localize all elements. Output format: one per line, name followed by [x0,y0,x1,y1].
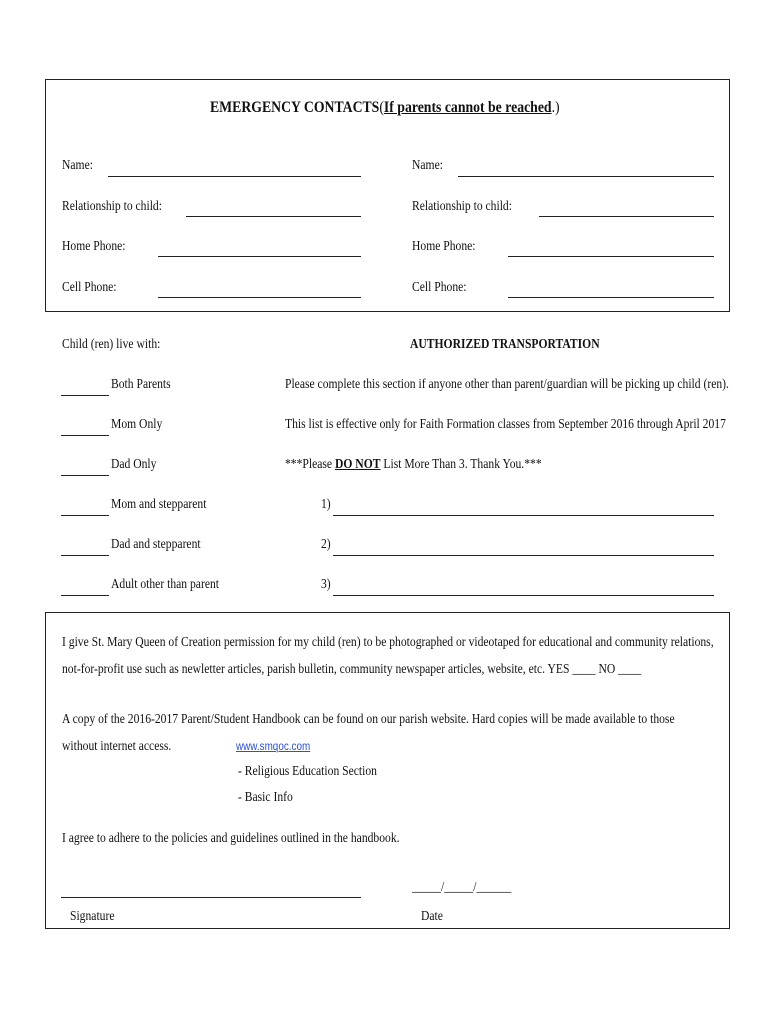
living-option-dad-only: Dad Only [111,456,157,471]
name-field-1[interactable] [108,176,361,177]
living-option-dad-stepparent: Dad and stepparent [111,536,201,551]
living-blank-1[interactable] [61,395,109,396]
emergency-title-text: EMERGENCY CONTACTS [210,99,380,116]
home-phone-field-2[interactable] [508,256,714,257]
title-paren-close: .) [551,99,560,116]
signature-label: Signature [70,908,115,923]
relationship-field-1[interactable] [186,216,361,217]
title-paren-open: ( [379,99,384,116]
photo-permission-line-2: not-for-profit use such as newletter articles, parish bulletin, community newspaper articles, website, etc. YES ____ NO ____ [62,661,642,676]
date-field[interactable]: _____/_____/______ [412,879,512,894]
do-not-emphasis: DO NOT [334,456,381,471]
relationship-label-1: Relationship to child: [62,198,162,213]
agreement-text: I agree to adhere to the policies and guidelines outlined in the handbook. [62,830,400,845]
relationship-label-2: Relationship to child: [412,198,512,213]
living-blank-6[interactable] [61,595,109,596]
cell-phone-label-2: Cell Phone: [412,279,467,294]
handbook-section-basic-info: - Basic Info [238,789,293,804]
living-option-mom-only: Mom Only [111,416,163,431]
name-label-2: Name: [412,157,443,172]
transport-line-1: Please complete this section if anyone other than parent/guardian will be picking up child (ren). [285,376,729,391]
living-blank-2[interactable] [61,435,109,436]
transport-person-field-2[interactable] [333,555,714,556]
transport-text-clip-2 [285,416,730,434]
cell-phone-field-1[interactable] [158,297,361,298]
transport-line-2: This list is effective only for Faith Formation classes from September 2016 through April 2017 [285,416,726,431]
emergency-title-note: If parents cannot be reached [383,99,552,116]
transport-number-1: 1) [321,496,331,511]
living-option-other-adult: Adult other than parent [111,576,220,591]
name-label-1: Name: [62,157,93,172]
name-field-2[interactable] [458,176,714,177]
handbook-section-religious-ed: - Religious Education Section [238,763,377,778]
cell-phone-field-2[interactable] [508,297,714,298]
parish-website-link[interactable]: www.smqoc.com [236,741,311,753]
living-label: Child (ren) live with: [62,336,161,351]
living-option-both-parents: Both Parents [111,376,171,391]
living-blank-3[interactable] [61,475,109,476]
date-label: Date [421,908,443,923]
transport-person-field-1[interactable] [333,515,714,516]
cell-phone-label-1: Cell Phone: [62,279,117,294]
living-option-mom-stepparent: Mom and stepparent [111,496,207,511]
transport-text-clip-1 [285,376,730,394]
living-blank-5[interactable] [61,555,109,556]
home-phone-field-1[interactable] [158,256,361,257]
emergency-title [210,100,617,116]
photo-permission-line-1: I give St. Mary Queen of Creation permission for my child (ren) to be photographed or videotaped for educational and community relations, [62,634,714,649]
transport-number-3: 3) [321,576,331,591]
handbook-line-1: A copy of the 2016-2017 Parent/Student Handbook can be found on our parish website. Hard copies will be made available to those [62,711,675,726]
handbook-line-2: without internet access. [62,738,172,753]
home-phone-label-2: Home Phone: [412,238,476,253]
living-blank-4[interactable] [61,515,109,516]
transport-heading: AUTHORIZED TRANSPORTATION [410,336,600,351]
home-phone-label-1: Home Phone: [62,238,126,253]
signature-field[interactable] [61,897,361,898]
transport-number-2: 2) [321,536,331,551]
transport-person-field-3[interactable] [333,595,714,596]
relationship-field-2[interactable] [539,216,714,217]
transport-line-3: ***Please DO NOT List More Than 3. Thank You.*** [285,456,542,471]
